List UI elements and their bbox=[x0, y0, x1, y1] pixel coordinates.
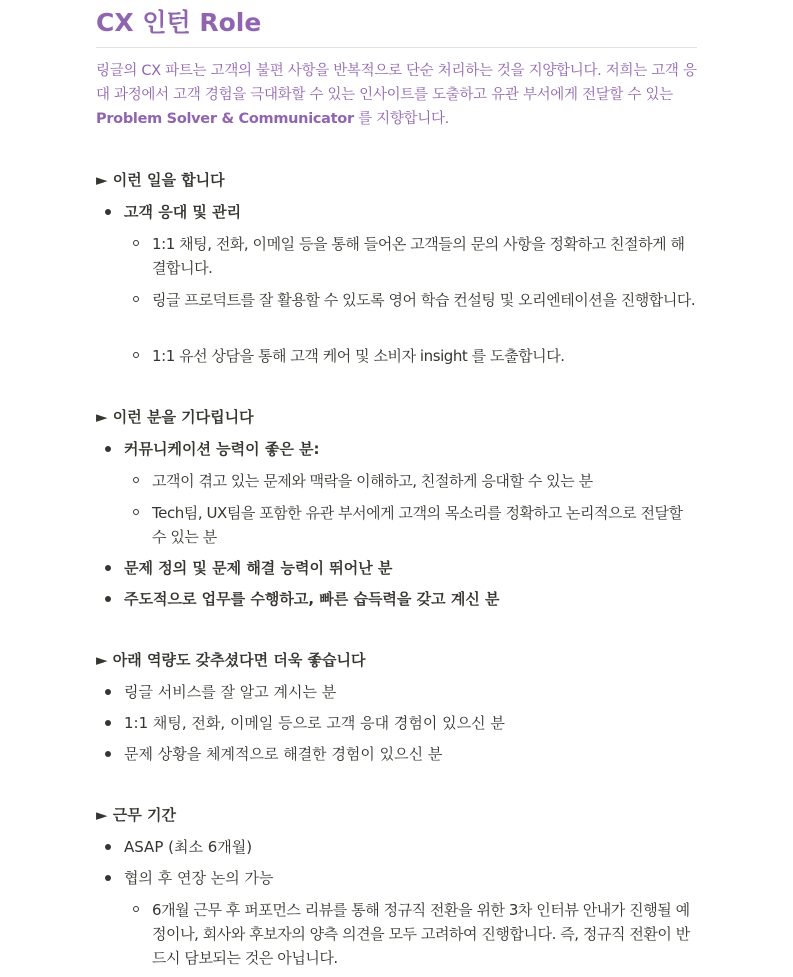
sub-bullet-item: Tech팀, UX팀을 포함한 유관 부서에게 고객의 목소리를 정확하고 논리적으로 전달할 수 있는 분 bbox=[152, 501, 697, 549]
sub-bullet-item: 고객이 겪고 있는 문제와 맥락을 이해하고, 친절하게 응대할 수 있는 분 bbox=[152, 469, 697, 493]
sub-bullet-item: 6개월 근무 후 퍼포먼스 리뷰를 통해 정규직 전환을 위한 3차 인터뷰 안내가 진행될 예정이나, 회사와 후보자의 양측 의견을 모두 고려하여 진행합니다. 즉, 정규직 전환이 반드시 담보되는 것은 아닙니다. bbox=[152, 898, 697, 970]
bullet-item: 1:1 채팅, 전화, 이메일 등으로 고객 응대 경험이 있으신 분 bbox=[124, 711, 505, 735]
section-heading-preferred: ► 아래 역량도 갖추셨다면 더욱 좋습니다 bbox=[96, 651, 366, 669]
intro-text-end: 를 지향합니다. bbox=[353, 111, 449, 127]
section-heading-candidates: ► 이런 분을 기다립니다 bbox=[96, 408, 254, 426]
bullet-item: 협의 후 연장 논의 가능 bbox=[124, 866, 273, 890]
bullet-customer-care: 고객 응대 및 관리 bbox=[124, 200, 241, 224]
intro-bold-phrase: Problem Solver & Communicator bbox=[96, 111, 354, 127]
section-heading-work: ► 이런 일을 합니다 bbox=[96, 171, 225, 189]
sub-bullet-item: 1:1 채팅, 전화, 이메일 등을 통해 들어온 고객들의 문의 사항을 정확하고 친절하게 해결합니다. bbox=[152, 232, 697, 280]
bullet-item: ASAP (최소 6개월) bbox=[124, 835, 252, 859]
bullet-item: 문제 상황을 체계적으로 해결한 경험이 있으신 분 bbox=[124, 742, 442, 766]
bullet-proactive: 주도적으로 업무를 수행하고, 빠른 습득력을 갖고 계신 분 bbox=[124, 587, 500, 611]
sub-bullet-item: 1:1 유선 상담을 통해 고객 케어 및 소비자 insight 를 도출합니다. bbox=[152, 344, 697, 368]
sub-bullet-item: 링글 프로덕트를 잘 활용할 수 있도록 영어 학습 컨설팅 및 오리엔테이션을 진행합니다. bbox=[152, 288, 697, 312]
title-divider bbox=[96, 47, 697, 48]
intro-text: 링글의 CX 파트는 고객의 불편 사항을 반복적으로 단순 처리하는 것을 지양합니다. 저희는 고객 응대 과정에서 고객 경험을 극대화할 수 있는 인사이트를 도출하고 유관 부서에게 전달할 수 있는 bbox=[96, 63, 697, 103]
section-heading-period: ► 근무 기간 bbox=[96, 806, 176, 824]
intro-paragraph bbox=[96, 59, 698, 131]
bullet-item: 링글 서비스를 잘 알고 계시는 분 bbox=[124, 680, 336, 704]
bullet-problem-solving: 문제 정의 및 문제 해결 능력이 뛰어난 분 bbox=[124, 556, 392, 580]
bullet-communication: 커뮤니케이션 능력이 좋은 분: bbox=[124, 437, 320, 461]
page-title: CX 인턴 Role bbox=[96, 8, 262, 37]
